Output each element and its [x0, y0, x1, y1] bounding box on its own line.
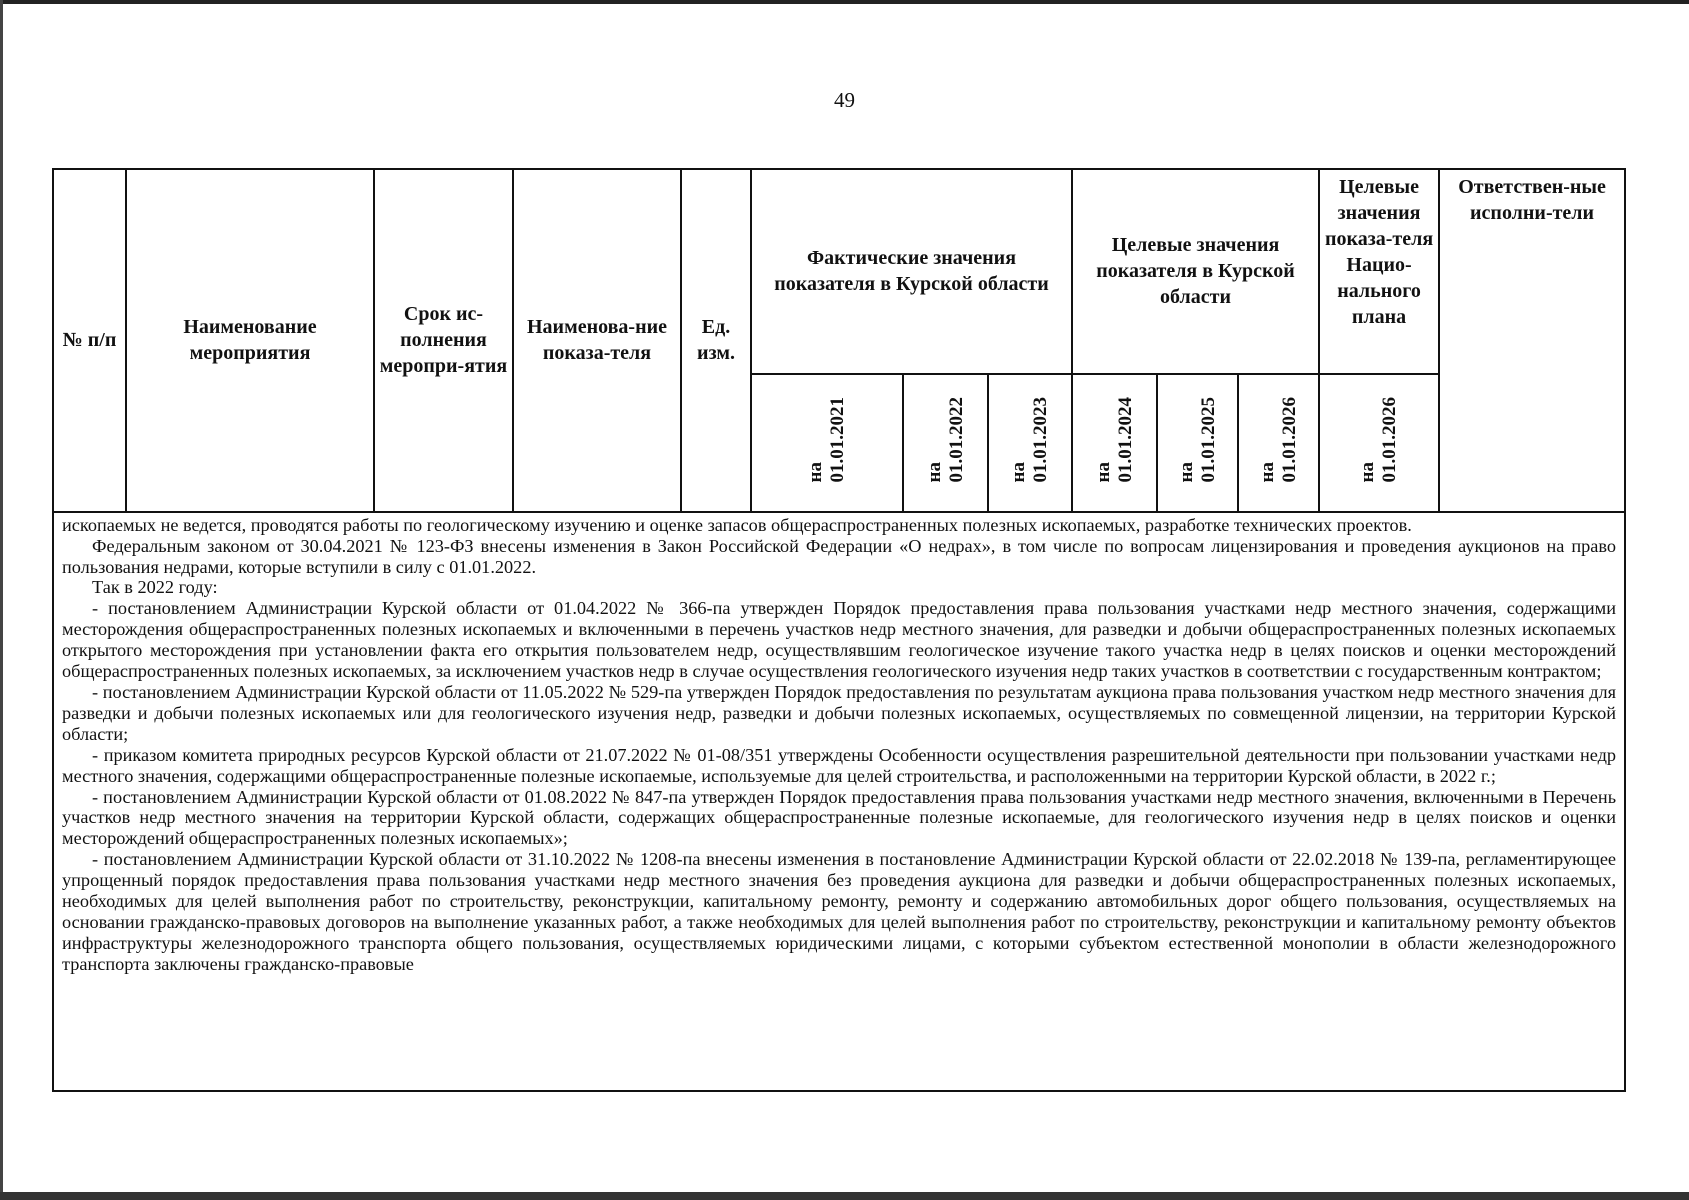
- header-col-unit: Ед. изм.: [681, 169, 751, 512]
- header-col-responsible: Ответствен-ные исполни-тели: [1439, 169, 1625, 512]
- body-text-cell: [53, 512, 1625, 1091]
- page-edge-bottom: [0, 1192, 1689, 1200]
- header-col-indicator-name: Наименова-ние показа-теля: [513, 169, 681, 512]
- table-header-row-1: [53, 169, 1625, 374]
- date-label: на 01.01.2026: [1256, 396, 1300, 482]
- date-label: на 01.01.2023: [1008, 396, 1051, 482]
- page-number: 49: [834, 88, 855, 112]
- header-group-national-plan: Целевые значения показа-теля Нацио-нального плана: [1319, 169, 1439, 374]
- header-date-actual-2021: [751, 374, 903, 512]
- measures-table: [52, 168, 1626, 1092]
- date-label: на 01.01.2026: [1357, 396, 1401, 482]
- header-date-national-2026: [1319, 374, 1439, 512]
- header-col-event-name: Наименование мероприятия: [126, 169, 374, 512]
- date-label: на 01.01.2025: [1175, 396, 1219, 482]
- body-paragraph: Так в 2022 году:: [92, 577, 218, 598]
- table-body-row: [53, 512, 1625, 1091]
- date-label: на 01.01.2024: [1092, 396, 1136, 482]
- body-paragraph: ископаемых не ведется, проводятся работы по геологическому изучению и оценке запасов общераспространенных полезных ископаемых, разработке технических проектов.: [62, 514, 1412, 535]
- date-label: на 01.01.2021: [805, 396, 848, 482]
- body-paragraph: - приказом комитета природных ресурсов Курской области от 21.07.2022 № 01-08/351 утверждены Особенности осуществления разрешительной деятельности при пользовании участками недр местного значения, содержащими общераспространенные полезные ископаемые, используемые для целей строительства, и расположенными на территории Курской области, в 2022 г.;: [62, 744, 1617, 786]
- body-paragraph: - постановлением Администрации Курской области от 01.04.2022 № 366-па утвержден Порядок предоставления права пользования участками недр местного значения, содержащими месторождения общераспространенных полезных ископаемых и включенными в перечень участков недр местного значения, для разведки и добычи общераспространенных полезных ископаемых открытого месторождения при установлении факта его открытия пользователем недр, осуществлявшим геологическое изучение такого участка недр в целях поисков и оценки месторождений общераспространенных полезных ископаемых, за исключением участков недр в случае осуществления геологического изучения недр таких участков в соответствии с государственным контрактом;: [62, 598, 1617, 682]
- page-edge-left: [0, 0, 3, 1200]
- header-group-actual-values: Фактические значения показателя в Курской области: [751, 169, 1072, 374]
- body-paragraph: Федеральным законом от 30.04.2021 № 123-ФЗ внесены изменения в Закон Российской Федерации «О недрах», в том числе по вопросам лицензирования и проведения аукционов на право пользования недрами, которые вступили в силу с 01.01.2022.: [62, 535, 1617, 577]
- header-group-target-values: Целевые значения показателя в Курской области: [1072, 169, 1319, 374]
- header-date-actual-2022: [903, 374, 988, 512]
- date-label: на 01.01.2022: [923, 396, 967, 482]
- header-date-target-2026: [1238, 374, 1319, 512]
- page-edge-top: [0, 0, 1689, 4]
- header-date-target-2024: [1072, 374, 1157, 512]
- header-col-deadline: Срок ис-полнения меропри-ятия: [374, 169, 513, 512]
- header-col-number: № п/п: [53, 169, 126, 512]
- header-date-actual-2023: [988, 374, 1072, 512]
- body-paragraph: - постановлением Администрации Курской области от 01.08.2022 № 847-па утвержден Порядок предоставления права пользования участками недр местного значения, включенными в Перечень участков недр местного значения на территории Курской области, содержащих общераспространенные полезные ископаемые, для геологического изучения недр в целях поисков и оценки месторождений общераспространенных полезных ископаемых»;: [62, 786, 1617, 849]
- header-date-target-2025: [1157, 374, 1238, 512]
- body-paragraph: - постановлением Администрации Курской области от 11.05.2022 № 529-па утвержден Порядок предоставления по результатам аукциона права пользования участком недр местного значения для разведки и добычи полезных ископаемых или для геологического изучения недр, разведки и добычи полезных ископаемых, осуществляемых по совмещенной лицензии, на территории Курской области;: [62, 682, 1617, 744]
- body-paragraph: - постановлением Администрации Курской области от 31.10.2022 № 1208-па внесены изменения в постановление Администрации Курской области от 22.02.2018 № 139-па, регламентирующее упрощенный порядок предоставления права пользования участками недр местного значения без проведения аукциона для разведки и добычи общераспространенных полезных ископаемых, необходимых для целей выполнения работ по строительству, реконструкции, капитальному ремонту, ремонту и содержанию автомобильных дорог общего пользования, осуществляемых на основании гражданско-правовых договоров на выполнение указанных работ, а также необходимых для целей выполнения работ по строительству, реконструкции и капитальному ремонту объектов инфраструктуры железнодорожного транспорта общего пользования, осуществляемых юридическими лицами, с которыми субъектом естественной монополии в области железнодорожного транспорта заключены гражданско-правовые: [62, 849, 1617, 974]
